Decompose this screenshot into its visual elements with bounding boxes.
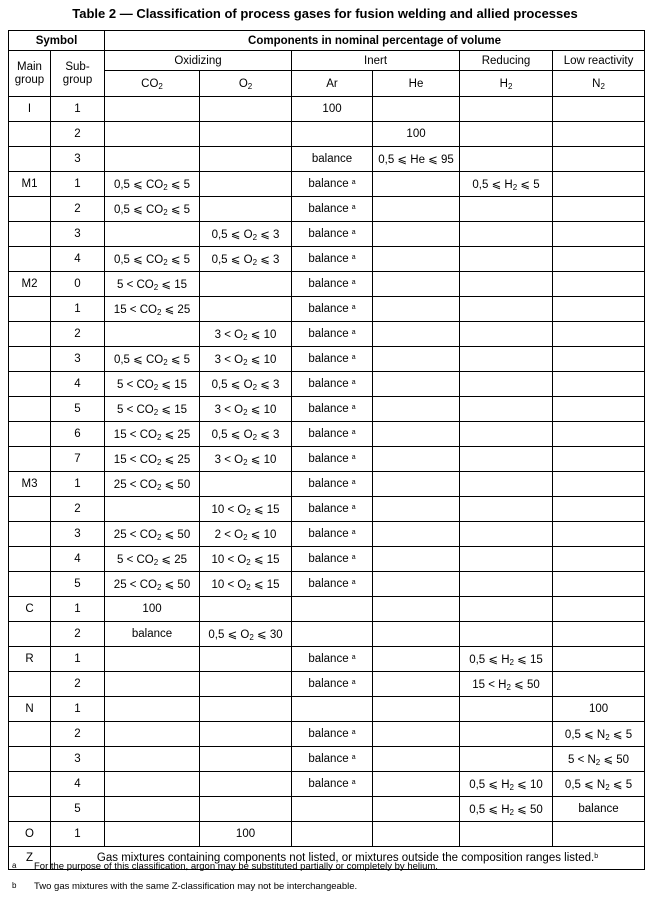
gas-classification-table — [8, 30, 645, 870]
he-cell — [373, 422, 460, 447]
footnote-b — [12, 881, 357, 892]
co2-cell — [105, 797, 200, 822]
n2-cell — [553, 597, 645, 622]
sub-group-header: Sub-group — [51, 51, 105, 97]
main-group-cell: N — [9, 697, 51, 722]
h2-cell — [460, 397, 553, 422]
he-cell — [373, 97, 460, 122]
co2-cell: $25 < CO_2$ ⩽ 50 — [105, 572, 200, 597]
ar-cell: balance $^a$ — [292, 722, 373, 747]
h2-cell — [460, 622, 553, 647]
he-cell — [373, 622, 460, 647]
ar-cell: balance $^a$ — [292, 497, 373, 522]
main-group-cell — [9, 222, 51, 247]
table-row — [9, 472, 645, 497]
table-row — [9, 547, 645, 572]
ar-cell — [292, 697, 373, 722]
co2-cell — [105, 122, 200, 147]
he-cell — [373, 447, 460, 472]
ar-cell: balance $^a$ — [292, 172, 373, 197]
n2-cell: 0,5 ⩽ $N_2$ ⩽ 5 — [553, 772, 645, 797]
n2-cell — [553, 472, 645, 497]
sub-group-cell: 3 — [51, 222, 105, 247]
sub-group-cell: 4 — [51, 372, 105, 397]
table-row — [9, 222, 645, 247]
n2-cell — [553, 647, 645, 672]
main-group-cell: M3 — [9, 472, 51, 497]
oxidizing-header: Oxidizing — [105, 51, 292, 71]
he-cell — [373, 497, 460, 522]
n2-cell: $5 < N_2$ ⩽ 50 — [553, 747, 645, 772]
o2-cell: $3 < O_2$ ⩽ 10 — [200, 447, 292, 472]
he-cell — [373, 722, 460, 747]
h2-cell — [460, 722, 553, 747]
he-cell — [373, 797, 460, 822]
footnote-text: For the purpose of this classification, argon may be substituted partially or completely by helium. — [34, 861, 438, 872]
co2-cell: $5 < CO_2$ ⩽ 15 — [105, 372, 200, 397]
h2-cell: 0,5 ⩽ $H_2$ ⩽ 5 — [460, 172, 553, 197]
o2-cell: $3 < O_2$ ⩽ 10 — [200, 322, 292, 347]
co2-cell: $25 < CO_2$ ⩽ 50 — [105, 472, 200, 497]
main-group-header: Main group — [9, 51, 51, 97]
sub-group-cell: 1 — [51, 97, 105, 122]
co2-cell — [105, 722, 200, 747]
n2-cell — [553, 372, 645, 397]
h2-cell: 0,5 ⩽ $H_2$ ⩽ 10 — [460, 772, 553, 797]
h2-header: $H_2$ — [460, 71, 553, 97]
o2-cell — [200, 172, 292, 197]
he-cell — [373, 197, 460, 222]
h2-cell — [460, 247, 553, 272]
h2-cell — [460, 697, 553, 722]
o2-cell — [200, 747, 292, 772]
he-cell — [373, 222, 460, 247]
o2-cell: 0,5 ⩽ $O_2$ ⩽ 3 — [200, 247, 292, 272]
main-group-cell: R — [9, 647, 51, 672]
main-group-cell: I — [9, 97, 51, 122]
main-group-cell — [9, 672, 51, 697]
sub-group-cell: 5 — [51, 572, 105, 597]
h2-cell — [460, 372, 553, 397]
n2-cell — [553, 197, 645, 222]
sub-group-cell: 6 — [51, 422, 105, 447]
ar-cell: balance $^a$ — [292, 222, 373, 247]
table-row — [9, 697, 645, 722]
ar-cell: balance $^a$ — [292, 522, 373, 547]
he-cell — [373, 322, 460, 347]
n2-cell — [553, 497, 645, 522]
ar-cell: balance $^a$ — [292, 347, 373, 372]
h2-cell — [460, 97, 553, 122]
main-group-cell — [9, 522, 51, 547]
h2-cell — [460, 597, 553, 622]
h2-cell — [460, 122, 553, 147]
n2-cell — [553, 322, 645, 347]
n2-cell — [553, 822, 645, 847]
co2-cell: $25 < CO_2$ ⩽ 50 — [105, 522, 200, 547]
n2-cell — [553, 122, 645, 147]
co2-cell — [105, 672, 200, 697]
sub-group-cell: 2 — [51, 722, 105, 747]
o2-cell — [200, 122, 292, 147]
n2-cell — [553, 172, 645, 197]
ar-cell: 100 — [292, 97, 373, 122]
table-row — [9, 622, 645, 647]
sub-group-cell: 1 — [51, 697, 105, 722]
n2-header: $N_2$ — [553, 71, 645, 97]
he-cell — [373, 172, 460, 197]
o2-cell: 0,5 ⩽ $O_2$ ⩽ 30 — [200, 622, 292, 647]
o2-cell — [200, 672, 292, 697]
o2-cell — [200, 197, 292, 222]
ar-cell — [292, 597, 373, 622]
ar-cell: balance $^a$ — [292, 547, 373, 572]
n2-cell — [553, 547, 645, 572]
co2-cell — [105, 222, 200, 247]
table-row — [9, 197, 645, 222]
table-row — [9, 422, 645, 447]
sub-group-cell: 1 — [51, 297, 105, 322]
table-row — [9, 172, 645, 197]
co2-cell: $5 < CO_2$ ⩽ 15 — [105, 397, 200, 422]
h2-cell — [460, 222, 553, 247]
n2-cell — [553, 297, 645, 322]
o2-cell — [200, 297, 292, 322]
main-group-cell — [9, 347, 51, 372]
table-row — [9, 322, 645, 347]
o2-cell: 0,5 ⩽ $O_2$ ⩽ 3 — [200, 372, 292, 397]
main-group-cell — [9, 572, 51, 597]
sub-group-cell: 7 — [51, 447, 105, 472]
co2-cell — [105, 97, 200, 122]
sub-group-cell: 3 — [51, 747, 105, 772]
o2-cell: $10 < O_2$ ⩽ 15 — [200, 497, 292, 522]
n2-cell — [553, 347, 645, 372]
n2-cell: 100 — [553, 697, 645, 722]
co2-cell — [105, 147, 200, 172]
he-cell — [373, 672, 460, 697]
co2-cell — [105, 772, 200, 797]
ar-cell: balance $^a$ — [292, 197, 373, 222]
n2-cell — [553, 447, 645, 472]
n2-cell — [553, 422, 645, 447]
o2-cell: $3 < O_2$ ⩽ 10 — [200, 397, 292, 422]
he-cell — [373, 522, 460, 547]
h2-cell — [460, 272, 553, 297]
co2-cell: 100 — [105, 597, 200, 622]
h2-cell — [460, 297, 553, 322]
he-cell — [373, 272, 460, 297]
o2-cell — [200, 797, 292, 822]
ar-cell — [292, 122, 373, 147]
ar-cell — [292, 622, 373, 647]
co2-cell: $15 < CO_2$ ⩽ 25 — [105, 447, 200, 472]
n2-cell — [553, 572, 645, 597]
reducing-header: Reducing — [460, 51, 553, 71]
h2-cell — [460, 497, 553, 522]
sub-group-cell: 2 — [51, 622, 105, 647]
ar-cell: balance $^a$ — [292, 397, 373, 422]
he-cell — [373, 472, 460, 497]
table-row — [9, 447, 645, 472]
table-row — [9, 497, 645, 522]
ar-cell: balance $^a$ — [292, 372, 373, 397]
table-row — [9, 522, 645, 547]
ar-header: Ar — [292, 71, 373, 97]
table-row — [9, 147, 645, 172]
ar-cell: balance $^a$ — [292, 747, 373, 772]
table-row — [9, 272, 645, 297]
table-row — [9, 747, 645, 772]
main-group-cell: C — [9, 597, 51, 622]
co2-cell — [105, 747, 200, 772]
main-group-cell — [9, 797, 51, 822]
co2-cell: 0,5 ⩽ $CO_2$ ⩽ 5 — [105, 197, 200, 222]
o2-cell: $2 < O_2$ ⩽ 10 — [200, 522, 292, 547]
table-row — [9, 672, 645, 697]
main-group-cell: M1 — [9, 172, 51, 197]
main-group-cell — [9, 122, 51, 147]
h2-cell: 0,5 ⩽ $H_2$ ⩽ 50 — [460, 797, 553, 822]
table-row — [9, 347, 645, 372]
components-header: Components in nominal percentage of volume — [105, 31, 645, 51]
table-row — [9, 397, 645, 422]
h2-cell: $15 < H_2$ ⩽ 50 — [460, 672, 553, 697]
main-group-cell — [9, 372, 51, 397]
he-cell — [373, 597, 460, 622]
sub-group-cell: 4 — [51, 247, 105, 272]
h2-cell — [460, 197, 553, 222]
footnote-mark: a — [12, 861, 17, 870]
h2-cell — [460, 322, 553, 347]
co2-cell — [105, 697, 200, 722]
sub-group-cell: 4 — [51, 547, 105, 572]
sub-group-cell: 4 — [51, 772, 105, 797]
main-group-cell: M2 — [9, 272, 51, 297]
inert-header: Inert — [292, 51, 460, 71]
o2-cell — [200, 722, 292, 747]
n2-cell — [553, 672, 645, 697]
n2-cell — [553, 222, 645, 247]
table-row — [9, 297, 645, 322]
sub-group-cell: 2 — [51, 197, 105, 222]
footnote-a — [12, 861, 438, 872]
table-row — [9, 797, 645, 822]
he-cell — [373, 772, 460, 797]
main-group-cell — [9, 397, 51, 422]
table-row — [9, 122, 645, 147]
sub-group-cell: 1 — [51, 172, 105, 197]
he-cell — [373, 747, 460, 772]
sub-group-cell: 3 — [51, 347, 105, 372]
ar-cell: balance $^a$ — [292, 247, 373, 272]
co2-cell: 0,5 ⩽ $CO_2$ ⩽ 5 — [105, 347, 200, 372]
ar-cell: balance $^a$ — [292, 472, 373, 497]
sub-group-cell: 5 — [51, 797, 105, 822]
he-cell — [373, 822, 460, 847]
sub-group-cell: 2 — [51, 122, 105, 147]
table-row — [9, 722, 645, 747]
low-reactivity-header: Low reactivity — [553, 51, 645, 71]
main-group-cell — [9, 247, 51, 272]
he-cell — [373, 547, 460, 572]
he-cell — [373, 697, 460, 722]
sub-group-cell: 0 — [51, 272, 105, 297]
main-group-cell — [9, 322, 51, 347]
o2-cell: 0,5 ⩽ $O_2$ ⩽ 3 — [200, 422, 292, 447]
n2-cell: balance — [553, 797, 645, 822]
z-row-description: Gas mixtures containing components not listed, or mixtures outside the composition ranges listed.$^b$ — [51, 847, 645, 870]
he-cell — [373, 347, 460, 372]
co2-cell: 0,5 ⩽ $CO_2$ ⩽ 5 — [105, 172, 200, 197]
co2-cell: 0,5 ⩽ $CO_2$ ⩽ 5 — [105, 247, 200, 272]
o2-cell — [200, 272, 292, 297]
co2-cell: $15 < CO_2$ ⩽ 25 — [105, 297, 200, 322]
o2-cell — [200, 772, 292, 797]
he-cell — [373, 372, 460, 397]
co2-cell — [105, 322, 200, 347]
he-cell — [373, 397, 460, 422]
table-body — [9, 97, 645, 847]
he-cell — [373, 572, 460, 597]
sub-group-cell: 2 — [51, 497, 105, 522]
co2-header: $CO_2$ — [105, 71, 200, 97]
o2-header: $O_2$ — [200, 71, 292, 97]
he-cell — [373, 247, 460, 272]
main-group-cell — [9, 197, 51, 222]
h2-cell — [460, 822, 553, 847]
main-group-cell — [9, 297, 51, 322]
main-group-cell: Z — [9, 847, 51, 870]
table-row — [9, 822, 645, 847]
footnote-text: Two gas mixtures with the same Z-classification may not be interchangeable. — [34, 881, 358, 892]
he-cell: 100 — [373, 122, 460, 147]
main-group-cell — [9, 747, 51, 772]
co2-cell: $5 < CO_2$ ⩽ 25 — [105, 547, 200, 572]
table-title: Table 2 — Classification of process gases for fusion welding and allied processes — [72, 6, 578, 21]
table-row — [9, 597, 645, 622]
main-group-cell — [9, 447, 51, 472]
ar-cell: balance $^a$ — [292, 672, 373, 697]
n2-cell — [553, 397, 645, 422]
main-group-cell — [9, 422, 51, 447]
o2-cell — [200, 697, 292, 722]
co2-cell — [105, 647, 200, 672]
he-cell: 0,5 ⩽ He ⩽ 95 — [373, 147, 460, 172]
o2-cell: $10 < O_2$ ⩽ 15 — [200, 547, 292, 572]
h2-cell — [460, 572, 553, 597]
ar-cell — [292, 797, 373, 822]
n2-cell — [553, 147, 645, 172]
main-group-cell: O — [9, 822, 51, 847]
co2-cell: $15 < CO_2$ ⩽ 25 — [105, 422, 200, 447]
table-row — [9, 647, 645, 672]
n2-cell — [553, 272, 645, 297]
ar-cell: balance $^a$ — [292, 572, 373, 597]
h2-cell: 0,5 ⩽ $H_2$ ⩽ 15 — [460, 647, 553, 672]
h2-cell — [460, 522, 553, 547]
ar-cell: balance $^a$ — [292, 422, 373, 447]
he-cell — [373, 297, 460, 322]
o2-cell — [200, 147, 292, 172]
n2-cell: 0,5 ⩽ $N_2$ ⩽ 5 — [553, 722, 645, 747]
n2-cell — [553, 247, 645, 272]
footnote-mark: b — [12, 881, 17, 890]
main-group-cell — [9, 722, 51, 747]
h2-cell — [460, 472, 553, 497]
o2-cell — [200, 597, 292, 622]
o2-cell: $3 < O_2$ ⩽ 10 — [200, 347, 292, 372]
h2-cell — [460, 747, 553, 772]
main-group-cell — [9, 147, 51, 172]
n2-cell — [553, 97, 645, 122]
o2-cell: $10 < O_2$ ⩽ 15 — [200, 572, 292, 597]
table-row — [9, 247, 645, 272]
h2-cell — [460, 447, 553, 472]
table-row — [9, 772, 645, 797]
ar-cell: balance $^a$ — [292, 772, 373, 797]
sub-group-cell: 5 — [51, 397, 105, 422]
main-group-cell — [9, 547, 51, 572]
h2-cell — [460, 347, 553, 372]
he-header: He — [373, 71, 460, 97]
table-row — [9, 572, 645, 597]
he-cell — [373, 647, 460, 672]
ar-cell: balance — [292, 147, 373, 172]
co2-cell: $5 < CO_2$ ⩽ 15 — [105, 272, 200, 297]
ar-cell: balance $^a$ — [292, 322, 373, 347]
sub-group-cell: 1 — [51, 597, 105, 622]
sub-group-cell: 1 — [51, 647, 105, 672]
o2-cell: 100 — [200, 822, 292, 847]
sub-group-cell: 1 — [51, 822, 105, 847]
n2-cell — [553, 622, 645, 647]
symbol-header: Symbol — [9, 31, 105, 51]
co2-cell — [105, 497, 200, 522]
table-row — [9, 97, 645, 122]
main-group-cell — [9, 622, 51, 647]
table-row — [9, 372, 645, 397]
ar-cell: balance $^a$ — [292, 272, 373, 297]
sub-group-cell: 1 — [51, 472, 105, 497]
ar-cell — [292, 822, 373, 847]
o2-cell — [200, 97, 292, 122]
sub-group-cell: 2 — [51, 672, 105, 697]
sub-group-cell: 3 — [51, 147, 105, 172]
co2-cell: balance — [105, 622, 200, 647]
o2-cell — [200, 472, 292, 497]
o2-cell — [200, 647, 292, 672]
sub-group-cell: 2 — [51, 322, 105, 347]
ar-cell: balance $^a$ — [292, 297, 373, 322]
n2-cell — [553, 522, 645, 547]
sub-group-cell: 3 — [51, 522, 105, 547]
ar-cell: balance $^a$ — [292, 447, 373, 472]
h2-cell — [460, 147, 553, 172]
h2-cell — [460, 422, 553, 447]
h2-cell — [460, 547, 553, 572]
o2-cell: 0,5 ⩽ $O_2$ ⩽ 3 — [200, 222, 292, 247]
co2-cell — [105, 822, 200, 847]
main-group-cell — [9, 772, 51, 797]
main-group-cell — [9, 497, 51, 522]
ar-cell: balance $^a$ — [292, 647, 373, 672]
